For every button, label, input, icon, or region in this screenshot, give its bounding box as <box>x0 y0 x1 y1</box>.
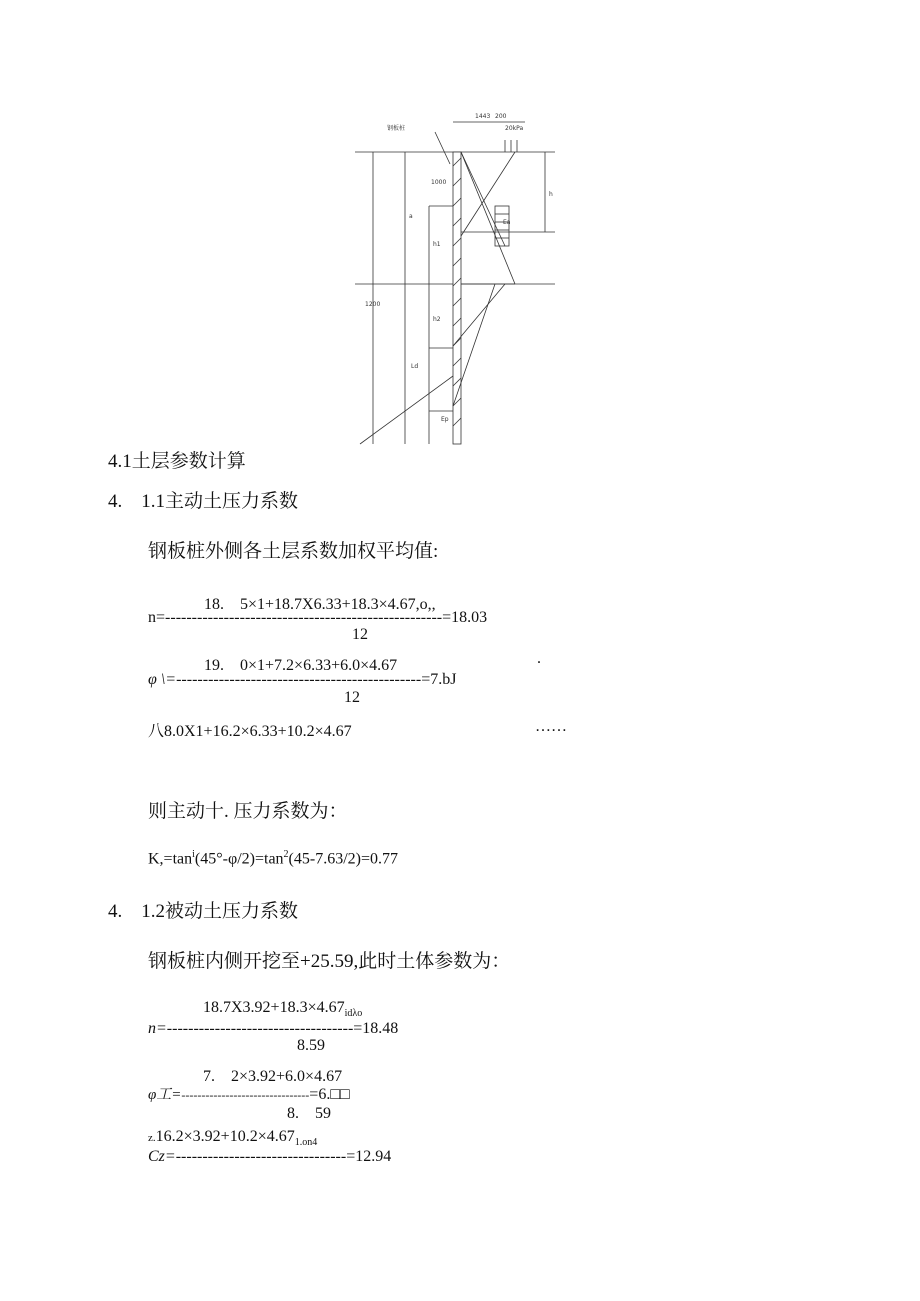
f2-numerator: 19. 0×1+7.2×6.33+6.0×4.67 <box>204 657 398 674</box>
fig-label-h2: h2 <box>433 316 441 323</box>
fig-label-ld: Ld <box>411 363 419 370</box>
fig-label-steel-sheet: 钢板桩 <box>387 125 406 132</box>
f5-result: =6.□□ <box>309 1086 350 1103</box>
f2-denominator: 12 <box>344 689 360 706</box>
f1-line <box>148 609 487 627</box>
sub1-intro: 钢板桩外侧各土层系数加权平均值: <box>148 541 439 562</box>
f6-numerator-text: 16.2×3.92+10.2×4.67 <box>155 1128 295 1145</box>
f2-line <box>148 671 456 689</box>
fig-label-dim-top2: 200 <box>495 113 507 120</box>
fig-label-h-a: a <box>409 213 413 220</box>
sub2-intro: 钢板桩内侧开挖至+25.59,此时土体参数为： <box>148 951 511 972</box>
f6-dashes: -------------------------------- <box>175 1148 347 1165</box>
f6-numerator-sub: 1.on4 <box>294 1137 318 1149</box>
retaining-wall-diagram <box>355 106 570 446</box>
fig-label-dim-1000: 1000 <box>431 179 447 186</box>
f6-numerator <box>148 1128 317 1148</box>
f4-line <box>148 1020 398 1038</box>
f2-dashes: ---------------------------------------------- <box>176 671 422 688</box>
f5-dashes: -------------------------------- <box>181 1088 310 1102</box>
f6-lhs: Cz= <box>148 1148 176 1165</box>
ka-part2: (45°-φ/2)=tan <box>194 850 284 868</box>
subsection-title-2: 4. 1.2被动土压力系数 <box>108 901 299 922</box>
conclusion-text: 则主动十. 压力系数为： <box>148 801 348 822</box>
f6-pre: z. <box>148 1132 156 1144</box>
f3-text: 八8.0X1+16.2×6.33+10.2×4.67 <box>148 723 352 740</box>
ka-sup1: i <box>192 849 195 860</box>
fig-label-h1: h1 <box>433 241 441 248</box>
fig-label-left-dim: 1200 <box>365 301 381 308</box>
f4-lhs: n= <box>148 1020 167 1037</box>
f3-ellipsis: …… <box>535 718 567 735</box>
f6-result: =12.94 <box>346 1148 392 1165</box>
f4-denominator: 8.59 <box>297 1037 325 1054</box>
f1-dashes: ---------------------------------------------------- <box>165 609 443 626</box>
f1-result: =18.03 <box>442 609 488 626</box>
f4-result: =18.48 <box>353 1020 399 1037</box>
f5-lhs: φ工= <box>148 1087 182 1103</box>
f2-lhs: φ \= <box>148 671 177 688</box>
ka-sup2: 2 <box>283 849 289 860</box>
fig-label-ep: Ep <box>441 416 449 423</box>
ka-part3: (45-7.63/2)=0.77 <box>288 850 398 868</box>
f1-numerator-text: 18. 5×1+18.7X6.33+18.3×4.67 <box>204 596 416 613</box>
section-title: 4.1土层参数计算 <box>108 451 246 472</box>
f1-denominator: 12 <box>352 626 368 643</box>
fig-label-dim-top1: 1443 <box>475 113 491 120</box>
f1-lhs: n= <box>148 609 166 626</box>
ka-formula <box>148 849 398 868</box>
fig-label-load: 20kPa <box>505 125 524 132</box>
f5-denominator: 8. 59 <box>287 1105 332 1122</box>
fig-label-ea: Ea <box>503 219 511 226</box>
f2-result: =7.bJ <box>421 671 457 688</box>
f1-numerator-tail: ,o,, <box>415 596 436 613</box>
subsection-title-1: 4. 1.1主动土压力系数 <box>108 491 299 512</box>
fig-label-side-h: h <box>549 191 553 198</box>
f5-numerator: 7. 2×3.92+6.0×4.67 <box>203 1068 343 1085</box>
f6-line <box>148 1148 391 1166</box>
f4-numerator <box>203 999 362 1019</box>
f4-dashes: ----------------------------------- <box>166 1020 354 1037</box>
ka-part1: K,=tan <box>148 850 193 868</box>
f2-dot: . <box>537 650 541 667</box>
f4-numerator-sub: idλo <box>344 1008 363 1020</box>
f4-numerator-text: 18.7X3.92+18.3×4.67 <box>203 999 345 1016</box>
